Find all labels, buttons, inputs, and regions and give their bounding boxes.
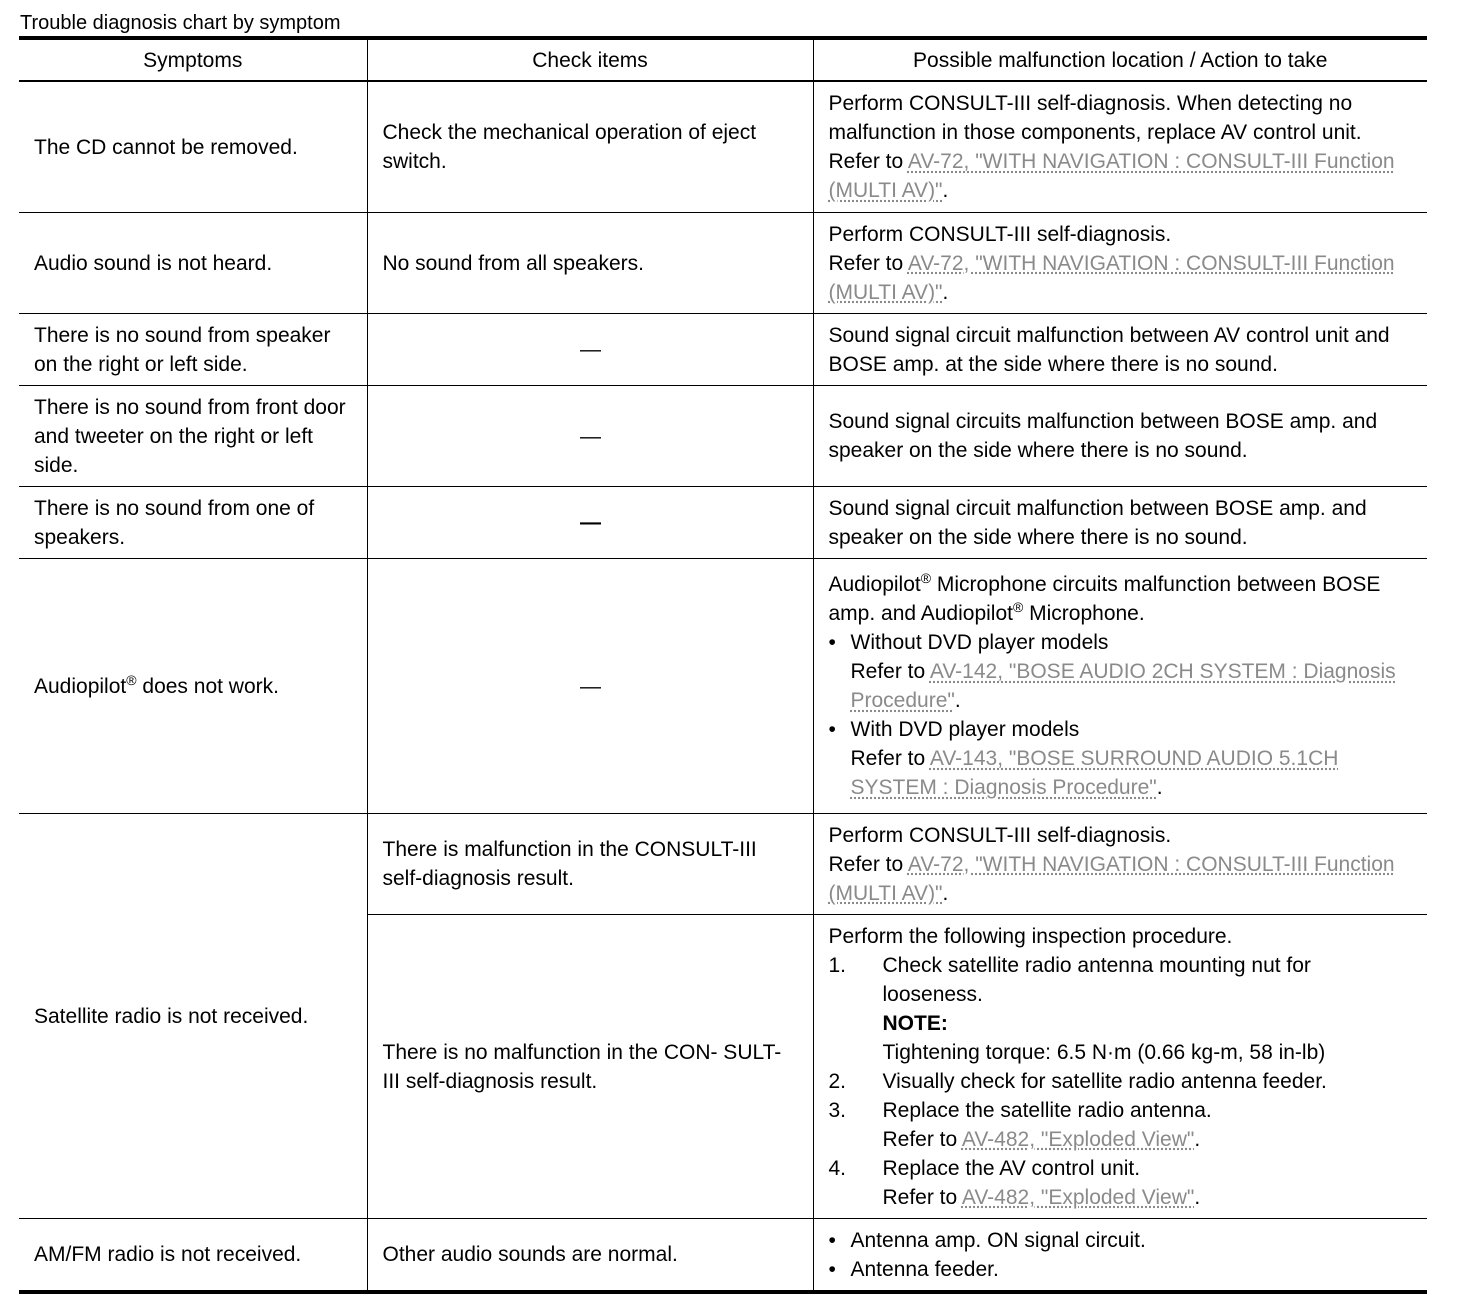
check-cell (367, 386, 813, 487)
refer-prefix: Refer to (828, 251, 908, 275)
procedure-step (829, 1154, 1414, 1183)
dash-mark: — (580, 674, 601, 698)
reference-link[interactable]: AV-72, "WITH NAVIGATION : CONSULT-III Function (MULTI AV)" (828, 150, 1395, 202)
table-row (19, 386, 1427, 487)
step-text: Visually check for satellite radio antenna feeder. (882, 1069, 1327, 1093)
action-cell: Perform CONSULT-III self-diagnosis. Refer to AV-72, "WITH NAVIGATION : CONSULT-III Function (MULTI AV)". (813, 814, 1427, 915)
table-row (19, 314, 1427, 386)
bullet-reference: Refer to AV-142, "BOSE AUDIO 2CH SYSTEM : Diagnosis Procedure". (850, 660, 1396, 712)
check-cell: There is no malfunction in the CON- SULT-III self-diagnosis result. (367, 915, 813, 1219)
action-cell (813, 915, 1427, 1219)
header-check-items: Check items (367, 38, 813, 81)
table-row (19, 814, 1427, 915)
dash-mark: — (580, 338, 601, 361)
action-cell: Sound signal circuit malfunction between BOSE amp. and speaker on the side where there is no sound. (813, 487, 1427, 559)
trouble-diagnosis-table (19, 36, 1427, 1294)
symptom-word: Audiopilot (34, 674, 127, 698)
symptom-cell: There is no sound from one of speakers. (19, 487, 367, 559)
bullet-item: • With DVD player models (829, 715, 1414, 744)
refer-prefix: Refer to (828, 150, 908, 173)
table-row (19, 559, 1427, 814)
step-number: 1. (828, 953, 847, 977)
action-text: Perform CONSULT-III self-diagnosis. (828, 222, 1172, 246)
step-number: 4. (828, 1156, 847, 1180)
check-cell (367, 487, 813, 559)
action-cell (813, 213, 1427, 314)
step-number: 3. (828, 1098, 847, 1122)
procedure-step (829, 1096, 1414, 1125)
check-cell (367, 314, 813, 386)
action-cell: Sound signal circuit malfunction between AV control unit and BOSE amp. at the side where there is no sound. (813, 314, 1427, 386)
step-text: Check satellite radio antenna mounting nut for looseness. (882, 953, 1311, 1006)
bullet-reference: Refer to AV-143, "BOSE SURROUND AUDIO 5.1CH SYSTEM : Diagnosis Procedure". (850, 747, 1339, 799)
symptom-rest: does not work. (136, 674, 279, 698)
table-row (19, 487, 1427, 559)
header-action: Possible malfunction location / Action to take (813, 38, 1427, 81)
symptom-cell: The CD cannot be removed. (19, 81, 367, 213)
action-cell (813, 81, 1427, 213)
check-cell: No sound from all speakers. (367, 213, 813, 314)
procedure-step (829, 1067, 1414, 1096)
step-reference: Refer to AV-482, "Exploded View". (882, 1185, 1201, 1209)
check-cell: Check the mechanical operation of eject switch. (367, 81, 813, 213)
reference-link[interactable]: AV-143, "BOSE SURROUND AUDIO 5.1CH SYSTEM : Diagnosis Procedure" (850, 747, 1339, 799)
dash-mark: — (580, 424, 601, 448)
symptom-cell: AM/FM radio is not received. (19, 1219, 367, 1293)
note-text: Tightening torque: 6.5 N·m (0.66 kg-m, 58 in-lb) (882, 1040, 1326, 1064)
action-cell (813, 559, 1427, 814)
action-text: Perform CONSULT-III self-diagnosis. When detecting no malfunction in those components, replace AV control unit. (828, 92, 1362, 144)
table-row (19, 81, 1427, 213)
refer-suffix: . (942, 179, 949, 202)
reference-link[interactable]: AV-482, "Exploded View" (961, 1127, 1195, 1151)
action-cell: Sound signal circuits malfunction between BOSE amp. and speaker on the side where there is no sound. (813, 386, 1427, 487)
step-reference: Refer to AV-482, "Exploded View". (882, 1127, 1201, 1151)
procedure-step (829, 951, 1414, 1009)
step-number: 2. (828, 1069, 847, 1093)
bullet-item: • Antenna feeder. (829, 1255, 1414, 1284)
note-label: NOTE: (882, 1011, 948, 1035)
reference-link[interactable]: AV-482, "Exploded View" (961, 1185, 1195, 1209)
registered-mark: ® (1012, 599, 1024, 615)
bullet-item: • Antenna amp. ON signal circuit. (829, 1226, 1414, 1255)
symptom-cell: There is no sound from front door and tweeter on the right or left side. (19, 386, 367, 487)
table-row (19, 213, 1427, 314)
header-row (19, 38, 1427, 81)
step-text: Replace the AV control unit. (882, 1156, 1141, 1180)
chart-caption: Trouble diagnosis chart by symptom (20, 12, 341, 34)
registered-mark: ® (126, 671, 137, 688)
reference-link[interactable]: AV-142, "BOSE AUDIO 2CH SYSTEM : Diagnosis Procedure" (850, 660, 1396, 712)
dash-mark: — (580, 511, 601, 534)
step-text: Replace the satellite radio antenna. (882, 1098, 1212, 1122)
check-cell: There is malfunction in the CONSULT-III self-diagnosis result. (367, 814, 813, 915)
reference-link[interactable]: AV-72, "WITH NAVIGATION : CONSULT-III Function (MULTI AV)" (828, 852, 1395, 905)
symptom-cell (19, 559, 367, 814)
header-symptoms: Symptoms (19, 38, 367, 81)
procedure-intro: Perform the following inspection procedure. (828, 924, 1233, 948)
action-cell (813, 1219, 1427, 1293)
action-text: Perform CONSULT-III self-diagnosis. (828, 823, 1172, 847)
registered-mark: ® (920, 570, 932, 586)
check-cell: Other audio sounds are normal. (367, 1219, 813, 1293)
table-row (19, 1219, 1427, 1293)
refer-suffix: . (942, 280, 949, 304)
symptom-cell: There is no sound from speaker on the right or left side. (19, 314, 367, 386)
symptom-cell: Audio sound is not heard. (19, 213, 367, 314)
check-cell (367, 559, 813, 814)
reference-link[interactable]: AV-72, "WITH NAVIGATION : CONSULT-III Function (MULTI AV)" (828, 251, 1395, 304)
action-text: Audiopilot® Microphone circuits malfunction between BOSE amp. and Audiopilot® Microphone. (828, 570, 1381, 625)
bullet-item: • Without DVD player models (829, 628, 1414, 657)
symptom-cell: Satellite radio is not received. (19, 814, 367, 1219)
